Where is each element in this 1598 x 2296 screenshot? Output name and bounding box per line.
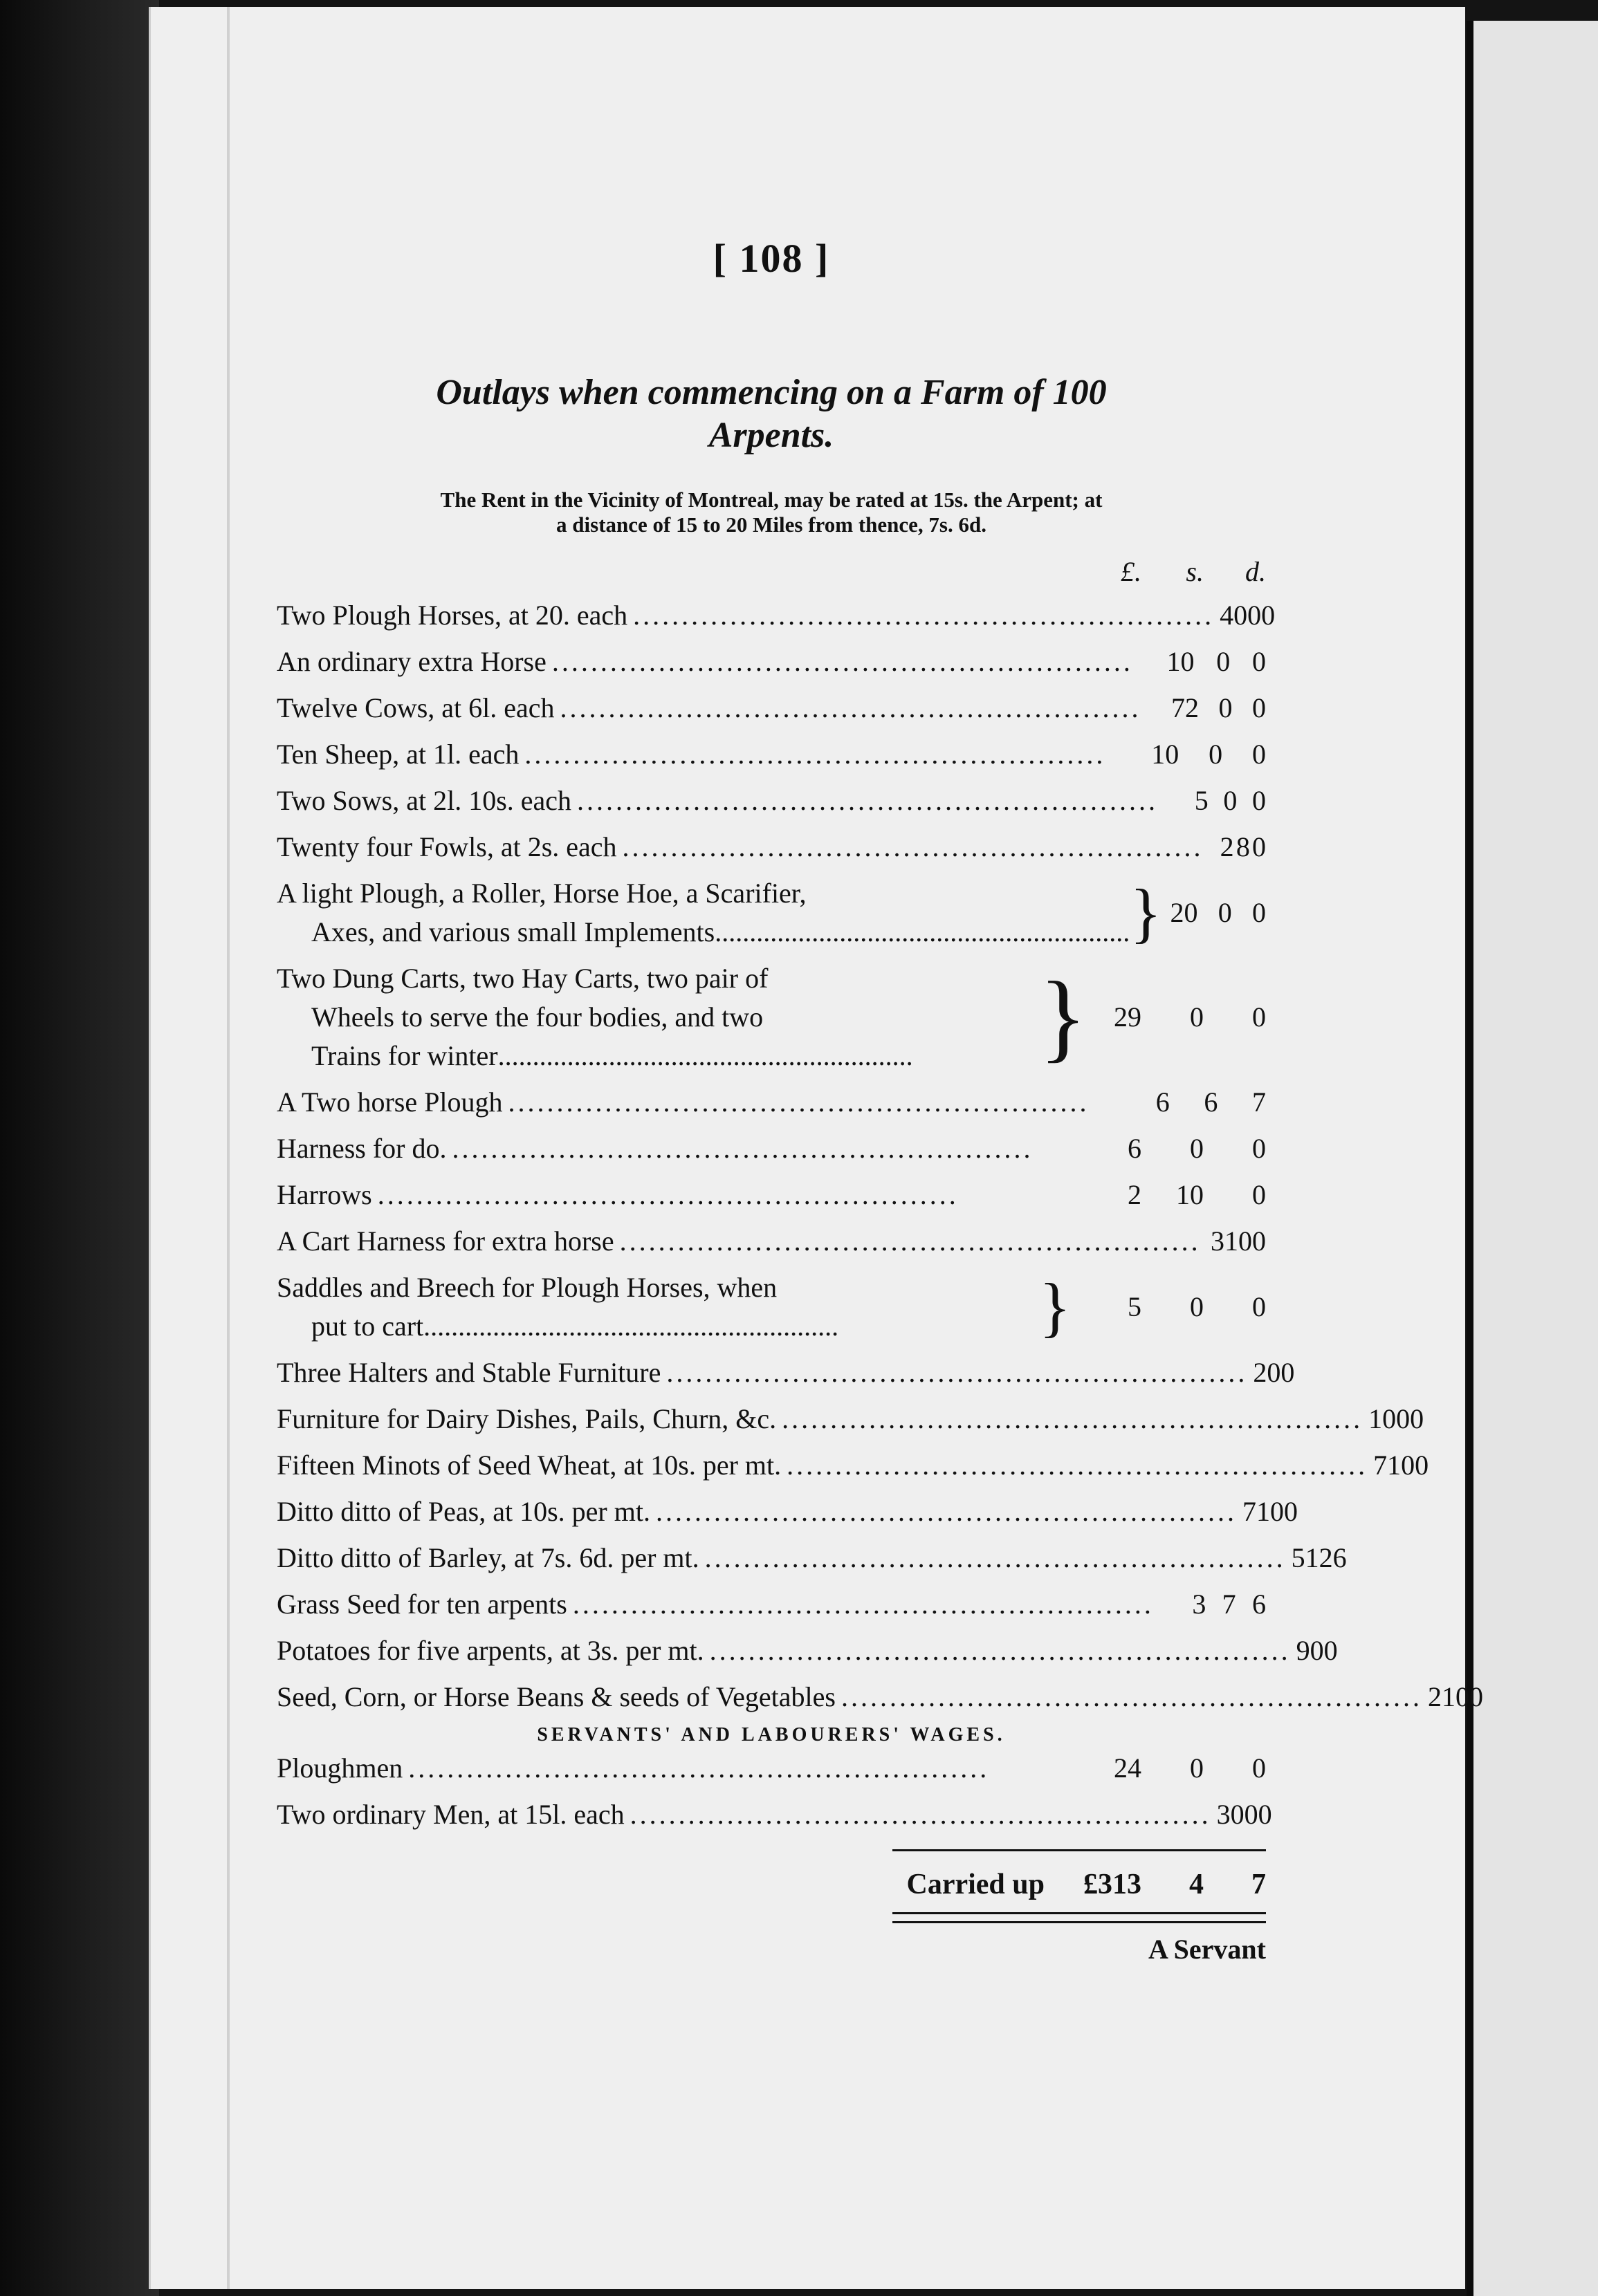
wage-items [277, 1749, 1272, 1834]
table-row [277, 735, 1266, 774]
leader-dots: ............................................................ [423, 1311, 839, 1342]
item-description [277, 828, 1204, 867]
shillings-value: 0 [1223, 785, 1238, 816]
pounds-value: 5 [1128, 1291, 1141, 1322]
table-row [277, 1400, 1424, 1438]
shillings-value: 0 [1209, 739, 1223, 770]
pence-value: 0 [1252, 1752, 1266, 1784]
table-row [277, 1222, 1266, 1261]
pence-value: 0 [1252, 739, 1266, 770]
shillings-value: 0 [1216, 646, 1231, 677]
title-line-2: Arpents. [708, 416, 834, 455]
item-text: Three Halters and Stable Furniture [277, 1357, 661, 1388]
pounds-header: £. [1121, 556, 1141, 587]
shillings-value: 10 [1256, 1496, 1284, 1527]
pounds-value: 3 [1192, 1589, 1206, 1620]
table-row [277, 1631, 1338, 1670]
leader-dots: ............................................................ [630, 1799, 1211, 1830]
shillings-value: 10 [1387, 1450, 1415, 1481]
item-text: Ditto ditto of Peas, at 10s. per mt. [277, 1496, 650, 1527]
pounds-value: 20 [1170, 897, 1198, 928]
shillings-value: 10 [1224, 1225, 1252, 1257]
leader-dots: ............................................................ [452, 1133, 1034, 1164]
pounds-value: 6 [1155, 1086, 1170, 1118]
pounds-value: 30 [1216, 1799, 1245, 1830]
leader-dots: ............................................................ [577, 785, 1159, 816]
item-text: A Cart Harness for extra horse [277, 1225, 614, 1257]
brace: } [1130, 876, 1162, 950]
item-description [277, 874, 1130, 952]
leader-dots: ............................................................ [715, 916, 1130, 947]
total-row [277, 1868, 1266, 1901]
leader-dots: ............................................................ [524, 739, 1106, 770]
item-text: Harness for do. [277, 1133, 447, 1164]
item-description [277, 1083, 1089, 1122]
pence-value: 0 [1252, 1133, 1266, 1164]
pounds-value: 24 [1114, 1752, 1141, 1784]
item-text: put to cart [311, 1311, 424, 1342]
outlay-items [277, 596, 1483, 1716]
item-description-line: Saddles and Breech for Plough Horses, when [277, 1272, 778, 1303]
item-text: A Two horse Plough [277, 1086, 503, 1118]
pence-value: 0 [1323, 1635, 1338, 1666]
pence-value: 0 [1252, 785, 1266, 816]
item-text: Ditto ditto of Barley, at 7s. 6d. per mt. [277, 1542, 699, 1573]
shillings-value: 0 [1190, 1133, 1204, 1164]
leader-dots: ............................................................ [619, 1225, 1201, 1257]
item-text: Furniture for Dairy Dishes, Pails, Churn, &c. [277, 1403, 777, 1434]
pence-value: 0 [1252, 646, 1266, 677]
item-description-line [277, 1307, 1039, 1346]
double-rule [892, 1912, 1266, 1923]
pence-value: 6 [1332, 1542, 1347, 1573]
pence-value: 0 [1280, 1357, 1295, 1388]
shillings-header: s. [1186, 556, 1204, 587]
item-text: Trains for winter [311, 1040, 498, 1071]
pounds-value: 72 [1170, 692, 1199, 723]
pounds-value: 2 [1427, 1681, 1442, 1712]
pounds-value: 10 [1166, 646, 1195, 677]
item-text: Twenty four Fowls, at 2s. each [277, 831, 617, 862]
item-text: Fifteen Minots of Seed Wheat, at 10s. per mt. [277, 1450, 782, 1481]
item-description [277, 1539, 1286, 1577]
shillings-value: 0 [1267, 1357, 1281, 1388]
item-description-line: Wheels to serve the four bodies, and two [311, 1001, 764, 1033]
shillings-value: 0 [1396, 1403, 1411, 1434]
leader-dots: ............................................................ [704, 1542, 1286, 1573]
pounds-value: 2 [1253, 1357, 1267, 1388]
leader-dots: ............................................................ [408, 1752, 990, 1784]
shillings-value: 0 [1190, 1752, 1204, 1784]
shillings-value: 10 [1176, 1179, 1204, 1210]
book-spine-shadow [0, 0, 159, 2296]
shillings-value: 0 [1218, 692, 1233, 723]
pounds-value: 7 [1242, 1496, 1256, 1527]
table-row [277, 1678, 1483, 1716]
item-description [277, 596, 1214, 635]
leader-dots: ............................................................ [655, 1496, 1237, 1527]
item-description [277, 1400, 1363, 1438]
item-description [277, 1222, 1201, 1261]
pence-value: 0 [1252, 831, 1266, 862]
table-row [277, 642, 1266, 681]
pounds-value: 2 [1220, 831, 1234, 862]
item-description [277, 689, 1141, 728]
column-header-row [277, 555, 1266, 589]
total-shillings: 4 [1189, 1869, 1204, 1900]
shillings-value: 8 [1236, 831, 1250, 862]
item-description [277, 1795, 1211, 1834]
pence-value: 0 [1469, 1681, 1483, 1712]
pounds-value: 9 [1296, 1635, 1310, 1666]
pence-value: 0 [1252, 1179, 1266, 1210]
pounds-value: 2 [1128, 1179, 1141, 1210]
table-row [277, 1585, 1266, 1624]
item-description [277, 1268, 1039, 1346]
item-description [277, 1749, 1039, 1788]
item-description [277, 781, 1158, 820]
table-row [277, 1353, 1295, 1392]
rent-note-line-2: a distance of 15 to 20 Miles from thence, 7s. 6d. [556, 512, 986, 537]
item-text: Harrows [277, 1179, 372, 1210]
leader-dots: ............................................................ [709, 1635, 1291, 1666]
table-row [277, 1539, 1347, 1577]
shillings-value: 0 [1247, 600, 1262, 631]
shillings-value: 10 [1441, 1681, 1469, 1712]
title-line-1: Outlays when commencing on a Farm of 100 [436, 373, 1107, 412]
leader-dots: ............................................................ [782, 1403, 1363, 1434]
pence-value: 0 [1252, 1225, 1266, 1257]
item-description [277, 1446, 1368, 1485]
shillings-value: 12 [1305, 1542, 1333, 1573]
pence-value: 0 [1251, 897, 1266, 928]
table-row [277, 874, 1266, 952]
pence-value: 0 [1410, 1403, 1424, 1434]
leader-dots: ............................................................ [787, 1450, 1368, 1481]
pounds-value: 3 [1211, 1225, 1224, 1257]
item-description [277, 1492, 1237, 1531]
pence-value: 0 [1252, 1001, 1266, 1033]
item-description-line [277, 1037, 1039, 1075]
item-description [277, 735, 1105, 774]
pence-value: 0 [1258, 1799, 1272, 1830]
item-text: Ploughmen [277, 1752, 403, 1784]
total-rule [892, 1849, 1266, 1851]
page-number: [ 108 ] [713, 236, 830, 281]
leader-dots: ............................................................ [560, 692, 1141, 723]
item-description [277, 959, 1039, 1075]
brace: } [1039, 1270, 1072, 1344]
item-text: Two Plough Horses, at 20. each [277, 600, 628, 631]
rent-note [277, 488, 1266, 537]
pounds-value: 10 [1151, 739, 1179, 770]
page-content [277, 235, 1483, 1965]
item-description [277, 642, 1133, 681]
item-text: Grass Seed for ten arpents [277, 1589, 567, 1620]
table-row [277, 781, 1266, 820]
shillings-value: 0 [1244, 1799, 1258, 1830]
pounds-value: 5 [1194, 785, 1209, 816]
table-row [277, 1176, 1266, 1214]
item-text: Two Sows, at 2l. 10s. each [277, 785, 572, 816]
leader-dots: ............................................................ [551, 646, 1133, 677]
pounds-value: 29 [1114, 1001, 1141, 1033]
table-row [277, 1492, 1298, 1531]
table-row [277, 1446, 1429, 1485]
pounds-value: 10 [1368, 1403, 1397, 1434]
table-row [277, 689, 1266, 728]
leader-dots: ............................................................ [666, 1357, 1248, 1388]
table-row [277, 828, 1266, 867]
leader-dots: ............................................................ [572, 1589, 1154, 1620]
catchword: A Servant [1148, 1934, 1266, 1965]
table-row [277, 959, 1266, 1075]
leader-dots: ............................................................ [622, 831, 1204, 862]
item-description [277, 1353, 1247, 1392]
item-description [277, 1631, 1291, 1670]
shillings-value: 6 [1204, 1086, 1218, 1118]
table-row [277, 1749, 1266, 1788]
item-description-line: Two Dung Carts, two Hay Carts, two pair of [277, 963, 769, 994]
table-row [277, 1795, 1272, 1834]
pence-value: 0 [1251, 692, 1266, 723]
leader-dots: ............................................................ [508, 1086, 1090, 1118]
shillings-value: 7 [1222, 1589, 1236, 1620]
item-description [277, 1129, 1039, 1168]
shillings-value: 0 [1190, 1291, 1204, 1322]
total-pence: 7 [1251, 1869, 1266, 1900]
leader-dots: ............................................................ [841, 1681, 1422, 1712]
outlay-table [277, 555, 1483, 1834]
item-description [277, 1176, 1039, 1214]
shillings-value: 0 [1218, 897, 1232, 928]
brace: } [1039, 962, 1087, 1072]
item-text: Axes, and various small Implements [311, 916, 715, 947]
total-label: Carried up [906, 1869, 1045, 1900]
leader-dots: ............................................................ [377, 1179, 959, 1210]
page-title [277, 371, 1266, 457]
leader-dots: ............................................................ [497, 1040, 913, 1071]
pounds-value: 40 [1220, 600, 1248, 631]
item-description [277, 1678, 1422, 1716]
table-row [277, 1129, 1266, 1168]
facing-page-edge [1467, 21, 1598, 2296]
wages-section-heading: SERVANTS' AND LABOURERS' WAGES. [537, 1724, 1006, 1746]
pence-value: 6 [1252, 1589, 1266, 1620]
table-row [277, 596, 1276, 635]
item-description-line [277, 913, 1130, 952]
pence-value: 0 [1261, 600, 1276, 631]
item-description [277, 1585, 1154, 1624]
pence-value: 0 [1283, 1496, 1298, 1527]
shillings-value: 0 [1310, 1635, 1324, 1666]
pounds-value: 7 [1373, 1450, 1388, 1481]
pence-value: 0 [1415, 1450, 1429, 1481]
pence-header: d. [1245, 556, 1266, 587]
table-row [277, 1083, 1266, 1122]
shillings-value: 0 [1190, 1001, 1204, 1033]
leader-dots: ............................................................ [633, 600, 1215, 631]
item-text: An ordinary extra Horse [277, 646, 547, 677]
item-text: Ten Sheep, at 1l. each [277, 739, 520, 770]
pence-value: 0 [1252, 1291, 1266, 1322]
total-pounds: £313 [1083, 1869, 1141, 1900]
pounds-value: 6 [1128, 1133, 1141, 1164]
item-text: Potatoes for five arpents, at 3s. per mt. [277, 1635, 704, 1666]
item-text: Seed, Corn, or Horse Beans & seeds of Vegetables [277, 1681, 836, 1712]
item-description-line: A light Plough, a Roller, Horse Hoe, a Scarifier, [277, 878, 807, 909]
rent-note-line-1: The Rent in the Vicinity of Montreal, may be rated at 15s. the Arpent; at [440, 488, 1103, 512]
pounds-value: 5 [1291, 1542, 1305, 1573]
table-row [277, 1268, 1266, 1346]
item-text: Two ordinary Men, at 15l. each [277, 1799, 625, 1830]
item-text: Twelve Cows, at 6l. each [277, 692, 555, 723]
pence-value: 7 [1251, 1086, 1266, 1118]
